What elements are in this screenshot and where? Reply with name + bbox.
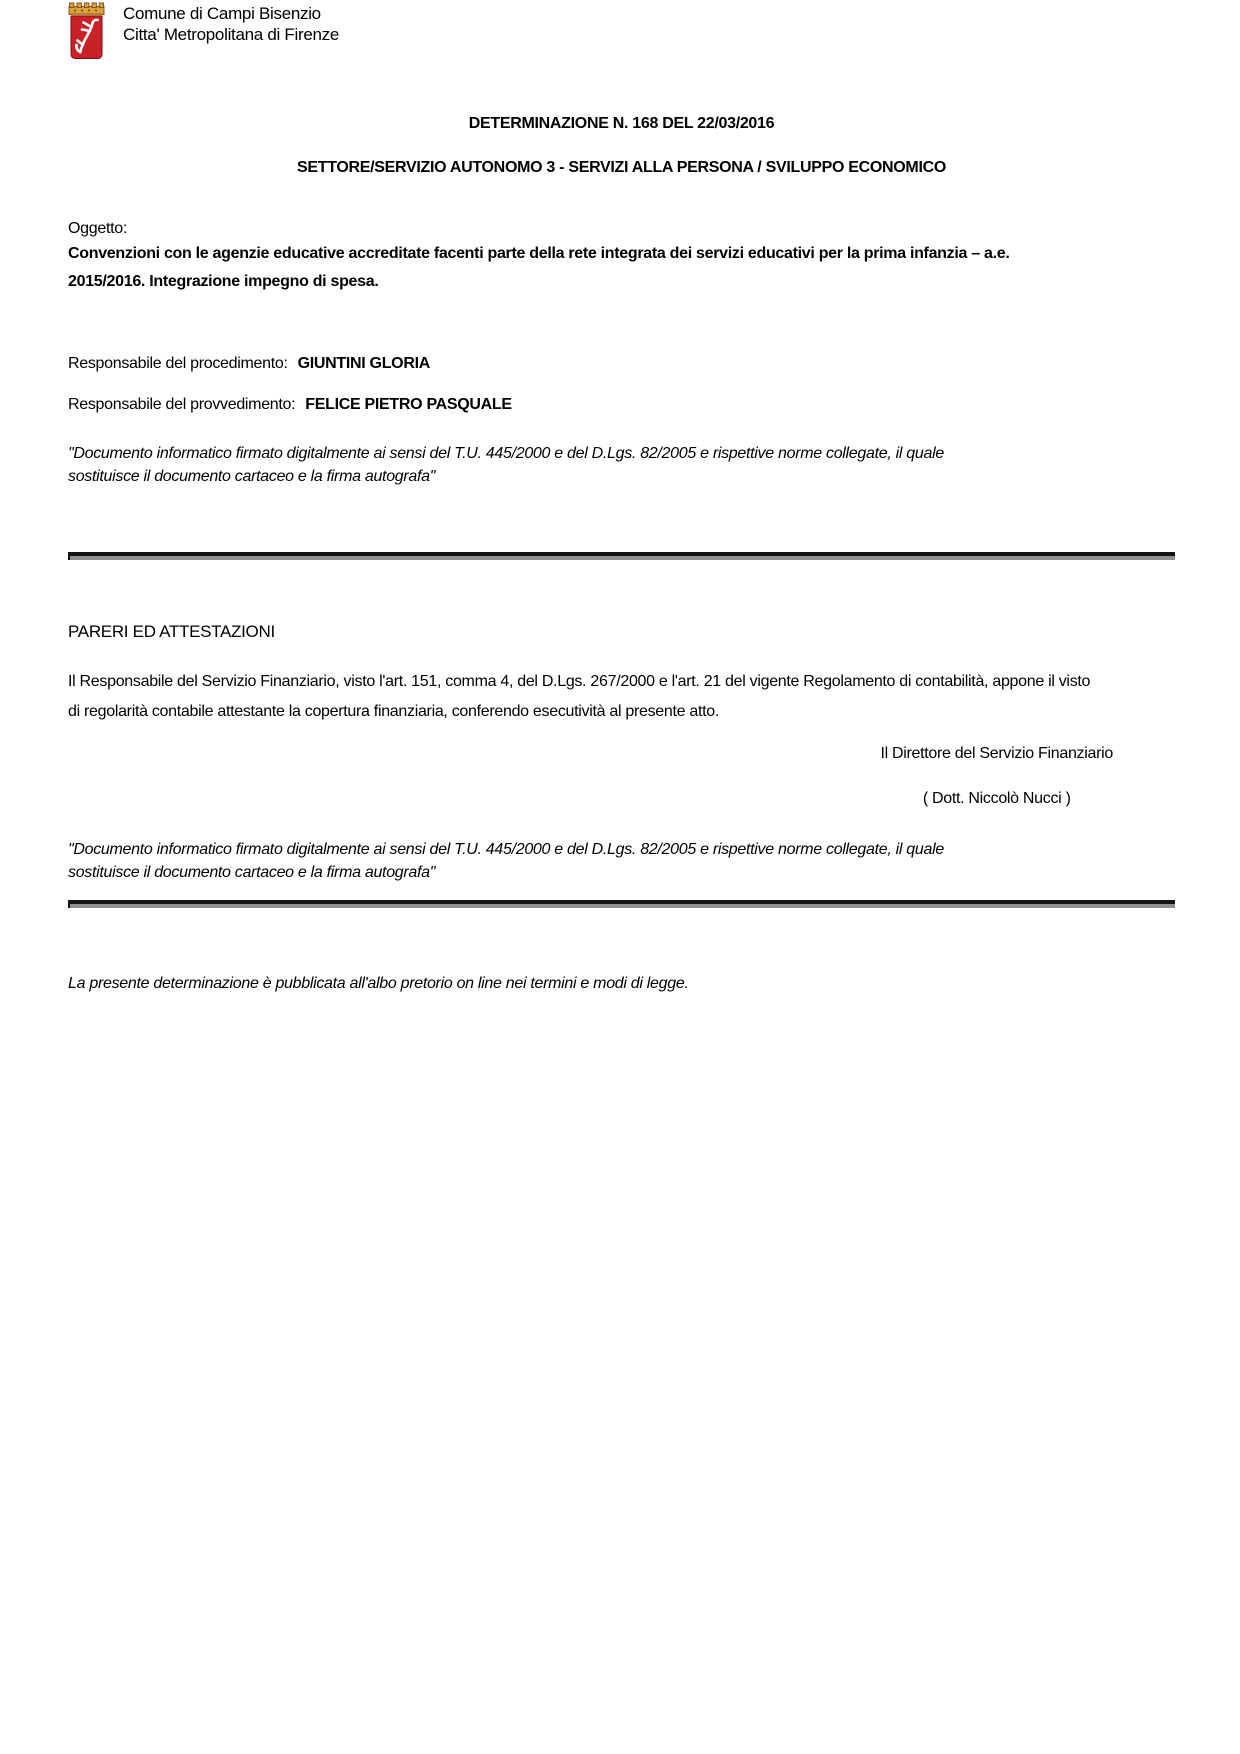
procedure-manager-name: GIUNTINI GLORIA [297,355,430,372]
signer-name: ( Dott. Niccolò Nucci ) [922,790,1071,807]
department-title: SETTORE/SERVIZIO AUTONOMO 3 - SERVIZI ALLA PERSONA / SVILUPPO ECONOMICO [296,159,946,176]
publication-note: La presente determinazione è pubblicata all'albo pretorio on line nei termini e modi di legge. [68,975,689,992]
signature-block [880,742,1113,810]
procedure-manager-row [68,352,1175,375]
provision-manager-row [68,393,1175,416]
org-identity [123,2,339,45]
provision-manager-name: FELICE PIETRO PASQUALE [305,396,512,413]
subject-label: Oggetto: [68,220,127,237]
subject-text: Convenzioni con le agenzie educative accreditate facenti parte della rete integrata dei servizi educativi per la prima infanzia – a.e. 2015/2016. Integrazione impegno di spesa. [68,245,1010,290]
org-name: Comune di Campi Bisenzio [123,4,321,23]
coat-of-arms-icon [65,2,107,60]
org-subtitle: Citta' Metropolitana di Firenze [123,25,339,44]
opinions-heading: PARERI ED ATTESTAZIONI [68,622,275,641]
divider-rule-2 [68,900,1175,908]
provision-manager-label: Responsabile del provvedimento: [68,396,296,413]
divider-rule-1 [68,552,1175,560]
digital-signature-note-2: "Documento informatico firmato digitalmente ai sensi del T.U. 445/2000 e del D.Lgs. 82/2005 e rispettive norme collegate, il quale sostituisce il documento cartaceo e la firma autografa" [68,841,944,881]
determination-title: DETERMINAZIONE N. 168 DEL 22/03/2016 [468,115,775,132]
opinions-body: Il Responsabile del Servizio Finanziario, visto l'art. 151, comma 4, del D.Lgs. 267/2000 e l'art. 21 del vigente Regolamento di contabilità, appone il visto di regolarità contabile attestante la copertura finanziaria, conferendo esecutività al presente atto. [68,673,1091,720]
header [68,2,1175,60]
procedure-manager-label: Responsabile del procedimento: [68,355,288,372]
crown [69,3,104,15]
signer-role: Il Direttore del Servizio Finanziario [880,745,1113,762]
digital-signature-note-1: "Documento informatico firmato digitalmente ai sensi del T.U. 445/2000 e del D.Lgs. 82/2005 e rispettive norme collegate, il quale sostituisce il documento cartaceo e la firma autografa" [68,445,944,485]
